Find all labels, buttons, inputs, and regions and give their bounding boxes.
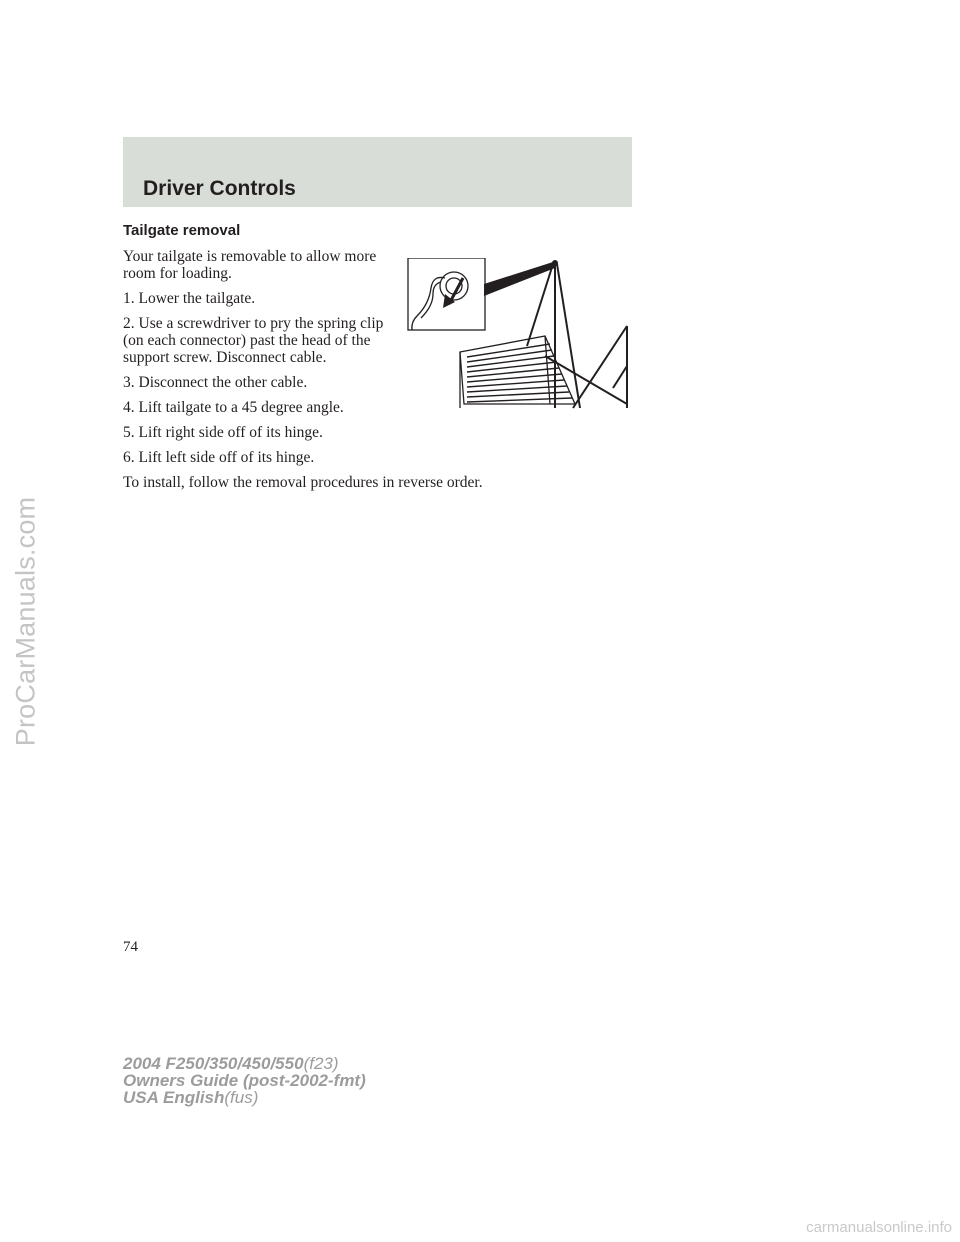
document-footer bbox=[123, 1055, 366, 1106]
intro-paragraph: Your tailgate is removable to allow more room for loading. bbox=[123, 248, 377, 282]
step-1: 1. Lower the tailgate. bbox=[123, 290, 256, 307]
bottom-watermark: carmanualsonline.info bbox=[806, 1219, 952, 1236]
side-watermark-text: ProCarManuals.com bbox=[10, 496, 41, 746]
footer-language-line bbox=[123, 1089, 366, 1106]
cable-anchor-icon bbox=[552, 260, 558, 266]
install-note: To install, follow the removal procedures in reverse order. bbox=[123, 474, 483, 491]
footer-model-line bbox=[123, 1055, 366, 1072]
subheading: Tailgate removal bbox=[123, 222, 241, 239]
step-6: 6. Lift left side off of its hinge. bbox=[123, 449, 315, 466]
tailgate-cable-removal-illustration bbox=[405, 258, 630, 410]
footer-language-code: (fus) bbox=[224, 1088, 259, 1107]
page-number: 74 bbox=[123, 939, 138, 955]
footer-model: 2004 F250/350/450/550 bbox=[123, 1054, 304, 1073]
footer-guide: Owners Guide (post-2002-fmt) bbox=[123, 1071, 366, 1090]
section-header-band bbox=[123, 137, 632, 207]
step-4: 4. Lift tailgate to a 45 degree angle. bbox=[123, 399, 344, 416]
page-section-title: Driver Controls bbox=[143, 177, 296, 200]
step-5: 5. Lift right side off of its hinge. bbox=[123, 424, 323, 441]
step-3: 3. Disconnect the other cable. bbox=[123, 374, 308, 391]
footer-guide-line bbox=[123, 1072, 366, 1089]
step-2: 2. Use a screwdriver to pry the spring clip (on each connector) past the head of the support screw. Disconnect cable. bbox=[123, 315, 384, 366]
footer-language: USA English bbox=[123, 1088, 225, 1107]
connector-detail-inset bbox=[408, 258, 485, 330]
footer-model-code: (f23) bbox=[303, 1054, 339, 1073]
side-watermark bbox=[6, 0, 46, 1242]
